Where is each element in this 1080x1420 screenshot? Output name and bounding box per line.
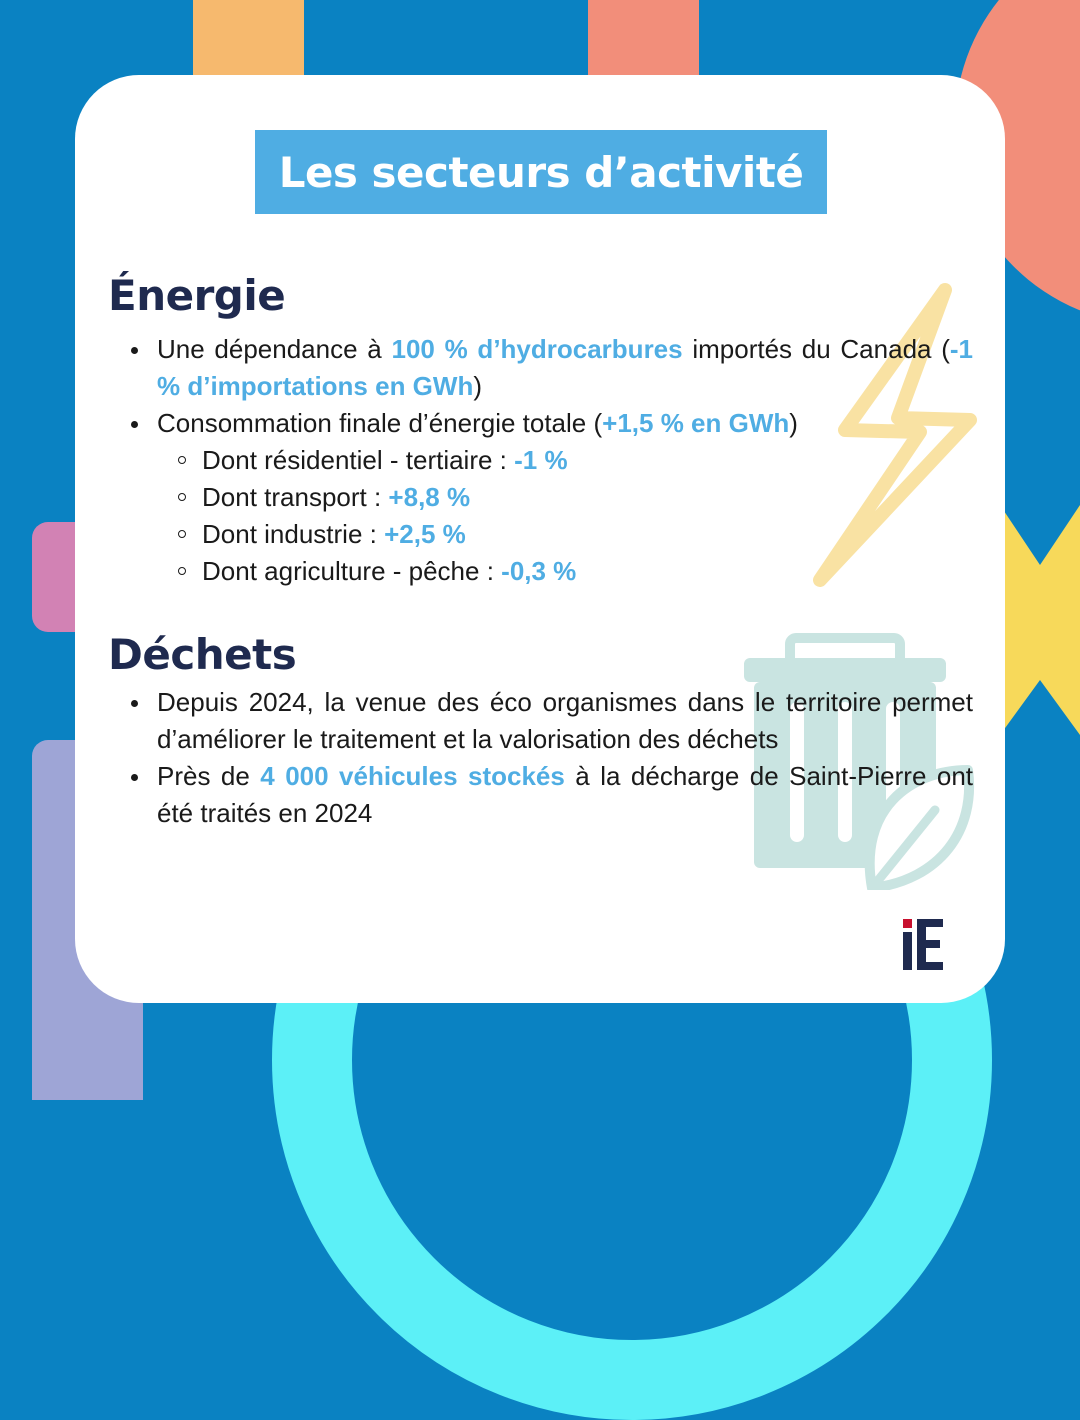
energie-subitem-agriculture: Dont agriculture - pêche : -0,3 % [202,553,973,590]
page-title: Les secteurs d’activité [278,147,804,197]
energie-subitem-industrie: Dont industrie : +2,5 % [202,516,973,553]
energie-value-residentiel: -1 % [514,445,568,475]
energie-list [157,331,973,590]
dechets-item-vehicules: Près de 4 000 véhicules stockés à la décharge de Saint-Pierre ont été traités en 2024 [157,758,973,832]
content-card [75,75,1005,1003]
dechets-highlight-vehicules: 4 000 véhicules stockés [260,761,565,791]
energie-value-agriculture: -0,3 % [501,556,577,586]
dechets-heading: Déchets [108,630,297,679]
energie-subitem-transport: Dont transport : +8,8 % [202,479,973,516]
energie-highlight-importations: -1 % d’importations en GWh [157,334,973,401]
orange-bar-top [193,0,304,80]
energie-highlight-consommation: +1,5 % en GWh [602,408,790,438]
yellow-chevron-right [1000,505,1080,735]
energie-highlight-hydrocarbures: 100 % d’hydrocarbures [391,334,683,364]
title-banner [255,130,827,214]
energie-value-transport: +8,8 % [388,482,471,512]
energie-item-dependance: Une dépendance à 100 % d’hydrocarbures importés du Canada (-1 % d’importations en GWh) [157,331,973,405]
salmon-bar-top [588,0,699,80]
iE-logo [901,915,947,975]
energie-subitem-residentiel: Dont résidentiel - tertiaire : -1 % [202,442,973,479]
energie-heading: Énergie [108,271,286,320]
dechets-list [157,684,973,832]
energie-item-consommation: Consommation finale d’énergie totale (+1,5 % en GWh) [157,405,973,442]
dechets-item-eco-organismes: Depuis 2024, la venue des éco organismes dans le territoire permet d’améliorer le traitement et la valorisation des déchets [157,684,973,758]
energie-value-industrie: +2,5 % [384,519,466,549]
